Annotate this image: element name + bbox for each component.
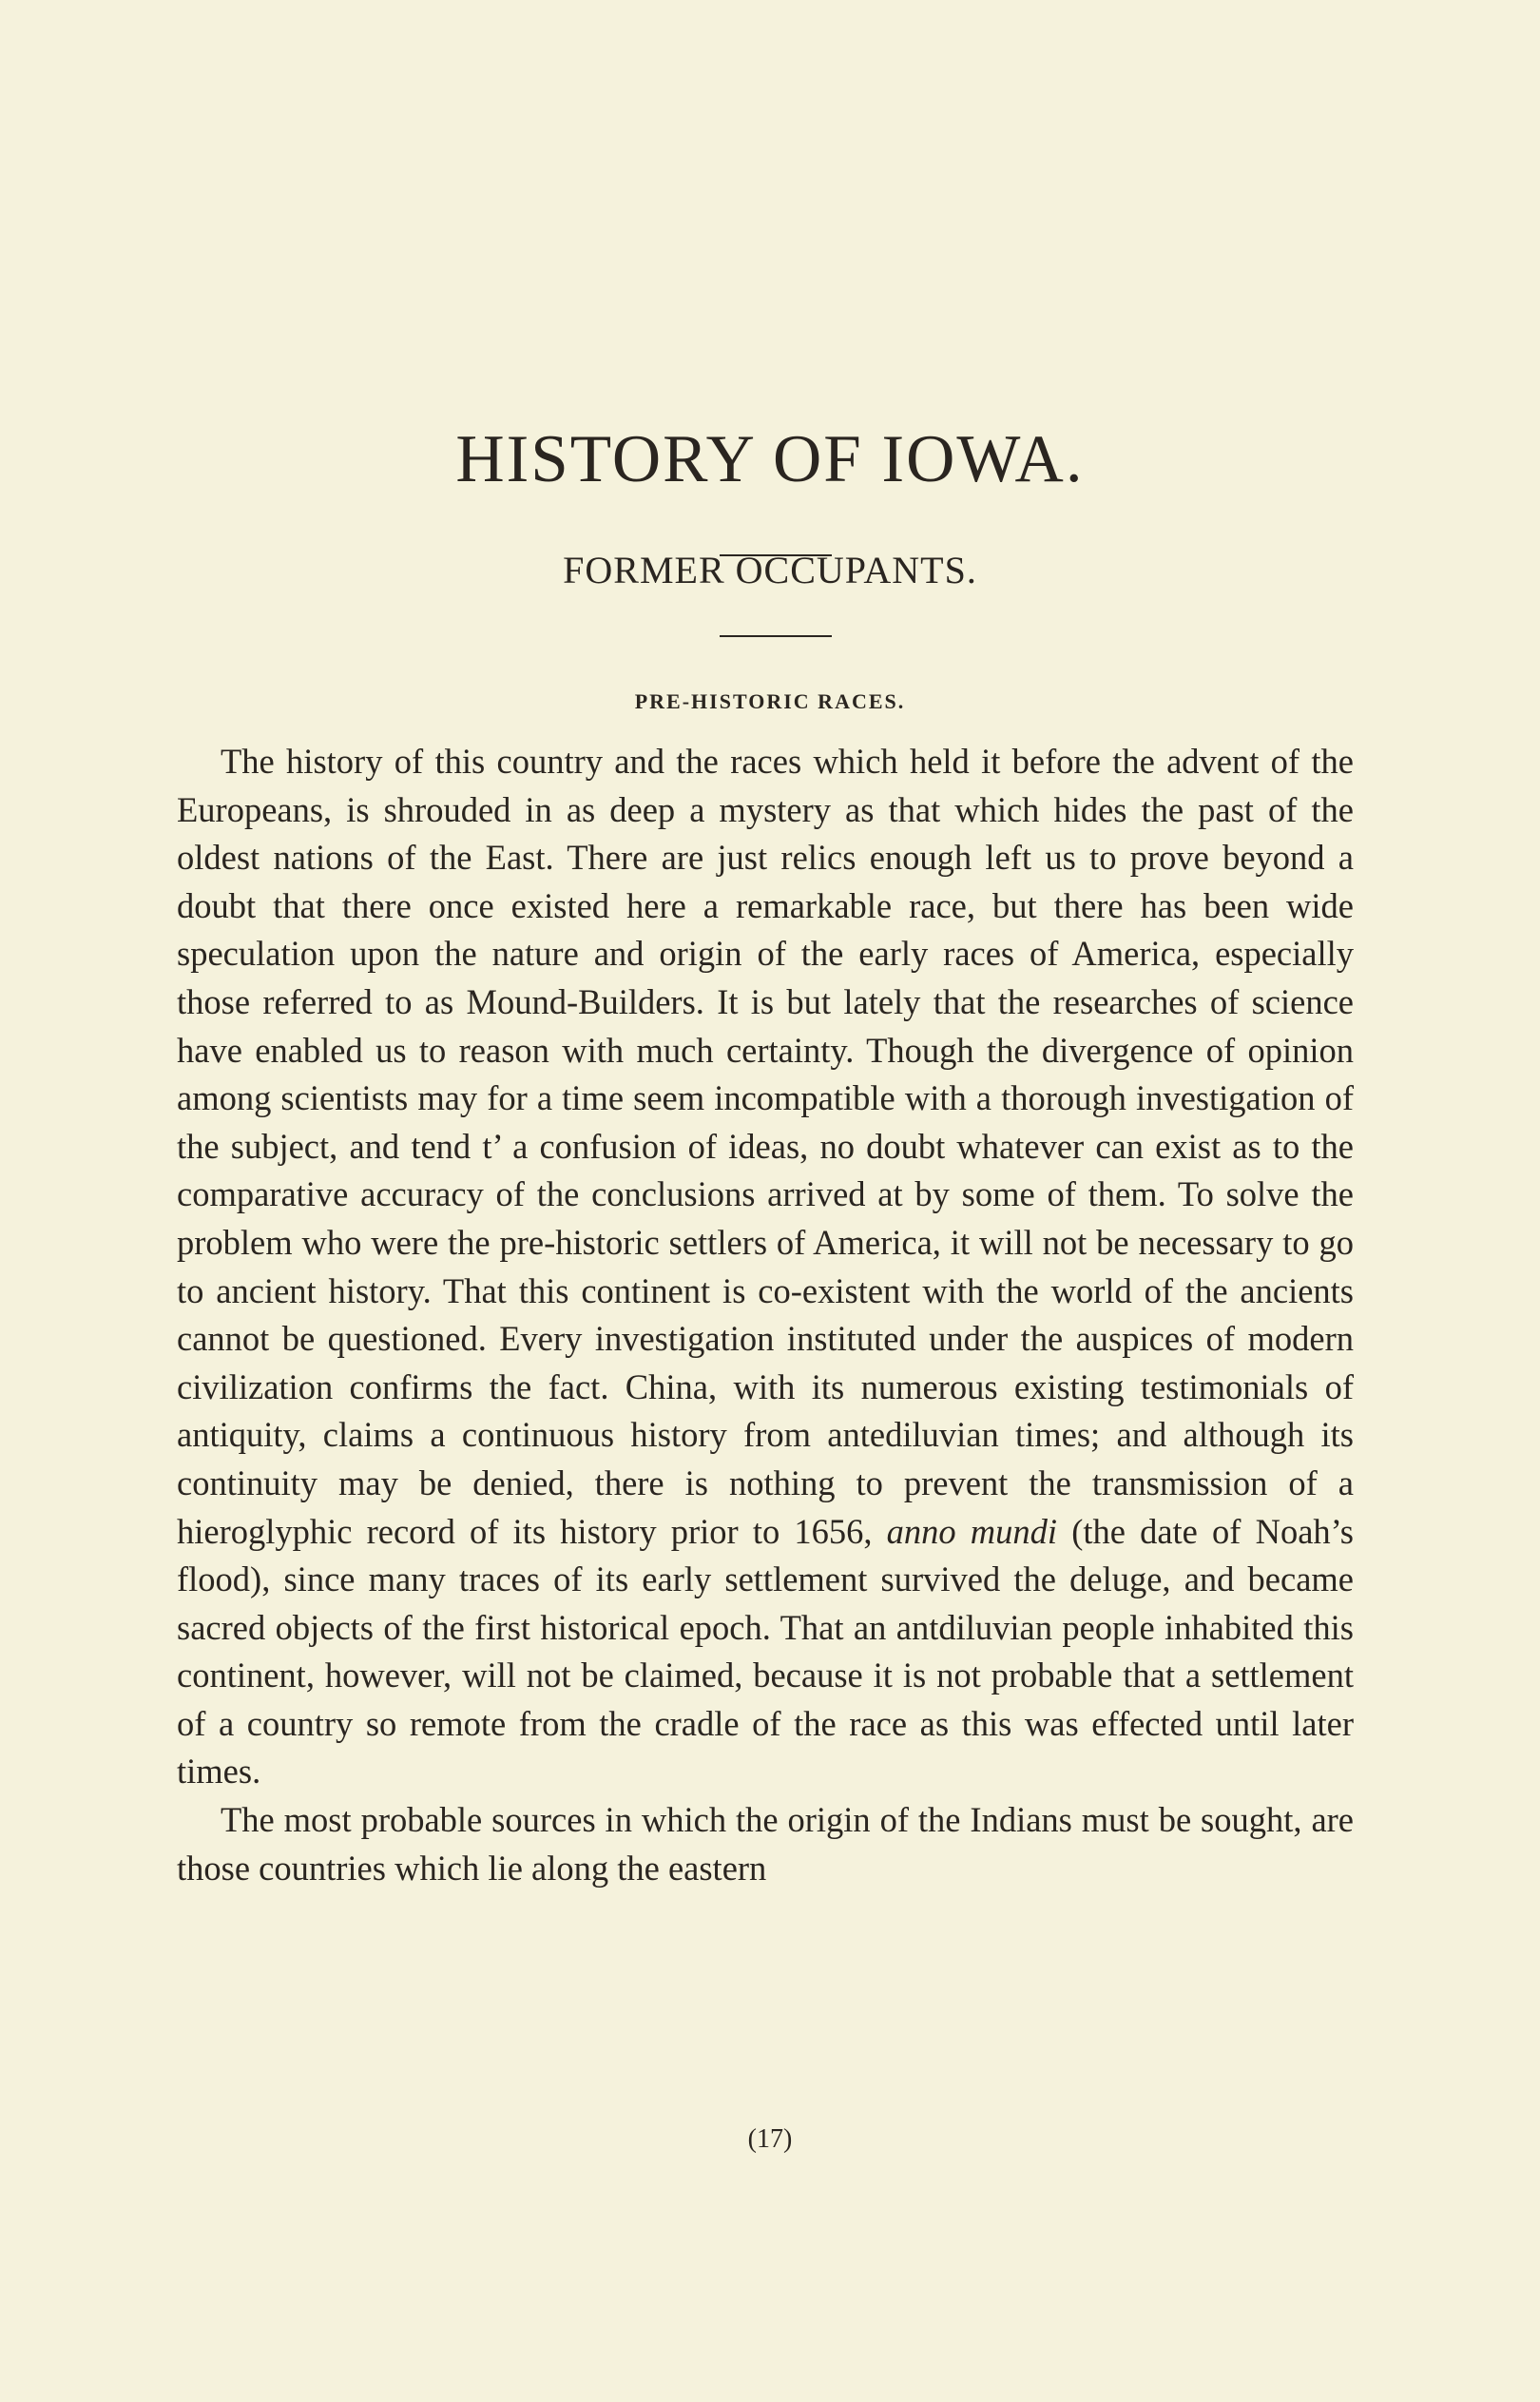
paragraph-text: (the date of Noah’s flood), since many traces of its early settlement survived the deluge, and became sacred objects of the first historical epoch. That an antdiluvian people inhabited this continent, however, will not be claimed, because it is not probable that a settlement of a country so remote from the cradle of the race as this was effected until later times. — [177, 1511, 1354, 1792]
paragraph — [177, 1796, 1354, 1892]
paragraph-text: The history of this country and the races which held it before the advent of the Europeans, is shrouded in as deep a mystery as that which hides the past of the oldest nations of the East. There are just relics enough left us to prove beyond a doubt that there once existed here a remarkable race, but there has been wide speculation upon the nature and origin of the early races of America, especially those referred to as Mound-Builders. It is but lately that the researches of science have enabled us to reason with much certainty. Though the divergence of opinion among scientists may for a time seem incompatible with a thorough investigation of the subject, and tend t’ a confusion of ideas, no doubt whatever can exist as to the comparative accuracy of the conclusions arrived at by some of them. To solve the problem who were the pre-historic settlers of America, it will not be necessary to go to ancient history. That this continent is co-existent with the world of the ancients cannot be questioned. Every investigation instituted under the auspices of modern civilization confirms the fact. China, with its numerous existing testimonials of antiquity, claims a continuous history from antediluvian times; and although its continuity may be denied, there is nothing to prevent the transmission of a hieroglyphic record of its history prior to 1656, — [177, 742, 1354, 1551]
section-divider — [720, 635, 832, 637]
paragraph-text: The most probable sources in which the origin of the Indians must be sought, are those countries which lie along the eastern — [177, 1800, 1354, 1888]
body-text — [177, 738, 1354, 1892]
paragraph — [177, 738, 1354, 1796]
latin-phrase: anno mundi — [886, 1511, 1058, 1551]
page-number: (17) — [747, 2124, 793, 2154]
section-title: FORMER OCCUPANTS. — [563, 549, 977, 591]
page-title: HISTORY OF IOWA. — [455, 422, 1085, 496]
subsection-title: PRE-HISTORIC RACES. — [634, 689, 906, 713]
